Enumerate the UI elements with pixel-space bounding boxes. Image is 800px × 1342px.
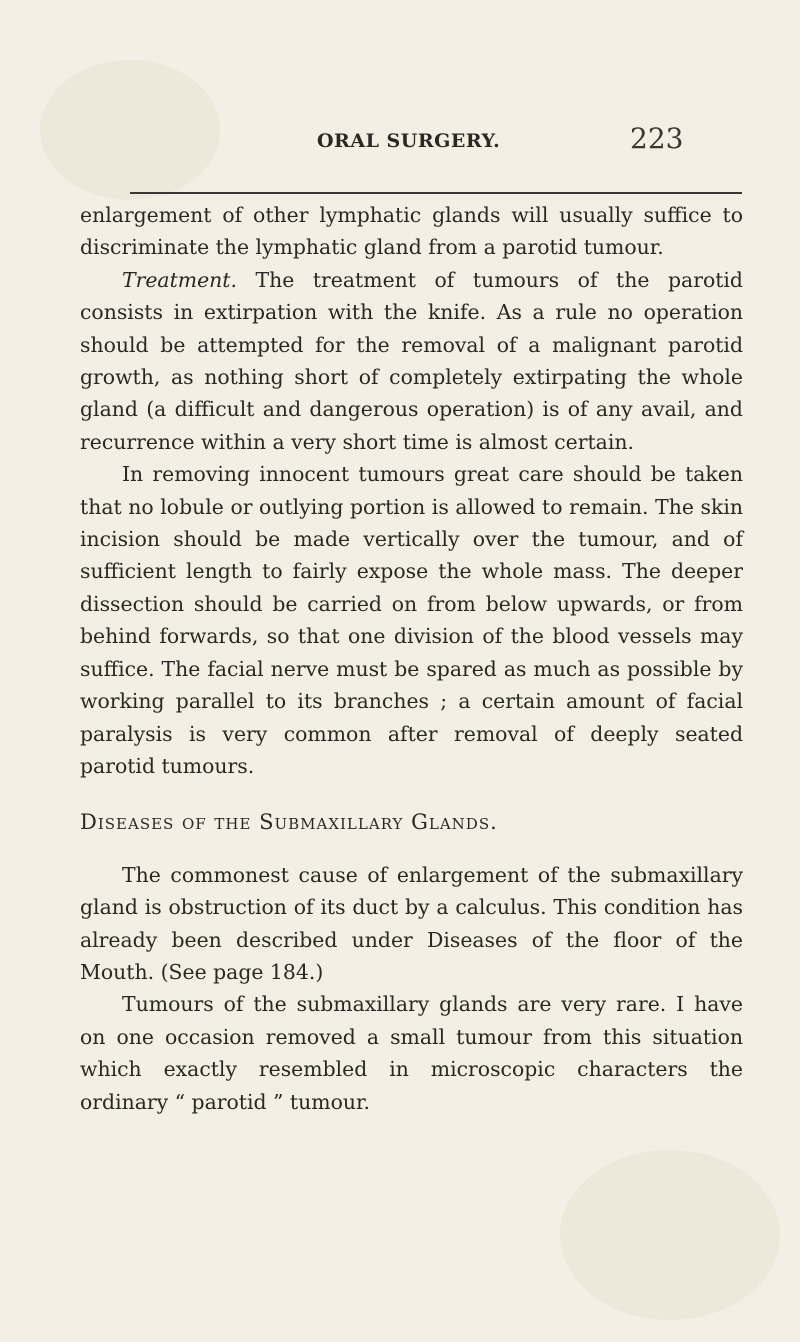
paper-stain xyxy=(40,60,220,200)
treatment-label: Treatment. xyxy=(122,267,237,292)
paragraph: The commonest cause of enlargement of the submaxillary gland is obstruction of its duct by a calculus. This condition has already been described under Diseases of the floor of the Mouth. (See page 184.) xyxy=(80,862,743,984)
running-title: ORAL SURGERY. xyxy=(317,130,501,152)
paragraph-text: The treatment of tumours of the parotid consists in extirpation with the knife. As a rule no operation should be attempted for the removal of a malignant parotid growth, as nothing short of completely extirpating the whole gland (a difficult and dangerous operation) is of any avail, and recurrence within a very short time is almost certain. xyxy=(80,267,743,454)
paragraph: In removing innocent tumours great care should be taken that no lobule or outlying portion is allowed to remain. The skin incision should be made vertically over the tumour, and of sufficient length to fairly expose the whole mass. The deeper dissection should be carried on from below upwards, or from behind forwards, so that one division of the blood vessels may suffice. The facial nerve must be spared as much as possible by working parallel to its branches ; a certain amount of facial paralysis is very common after removal of deeply seated parotid tumours. xyxy=(80,462,743,778)
paragraph: Tumours of the submaxillary glands are very rare. I have on one occasion removed a small tumour from this situation which exactly resembled in microscopic characters the ordinary “ parotid ” tumour. xyxy=(80,992,743,1114)
paragraph: enlargement of other lymphatic glands will usually suffice to discriminate the lymphatic gland from a parotid tumour. xyxy=(80,203,743,260)
body-text xyxy=(80,199,743,1118)
paper-stain xyxy=(560,1150,780,1320)
paragraph xyxy=(80,264,743,458)
page-number: 223 xyxy=(630,122,684,155)
header-rule xyxy=(130,192,742,194)
section-heading: Diseases of the Submaxillary Glands. xyxy=(80,810,498,835)
